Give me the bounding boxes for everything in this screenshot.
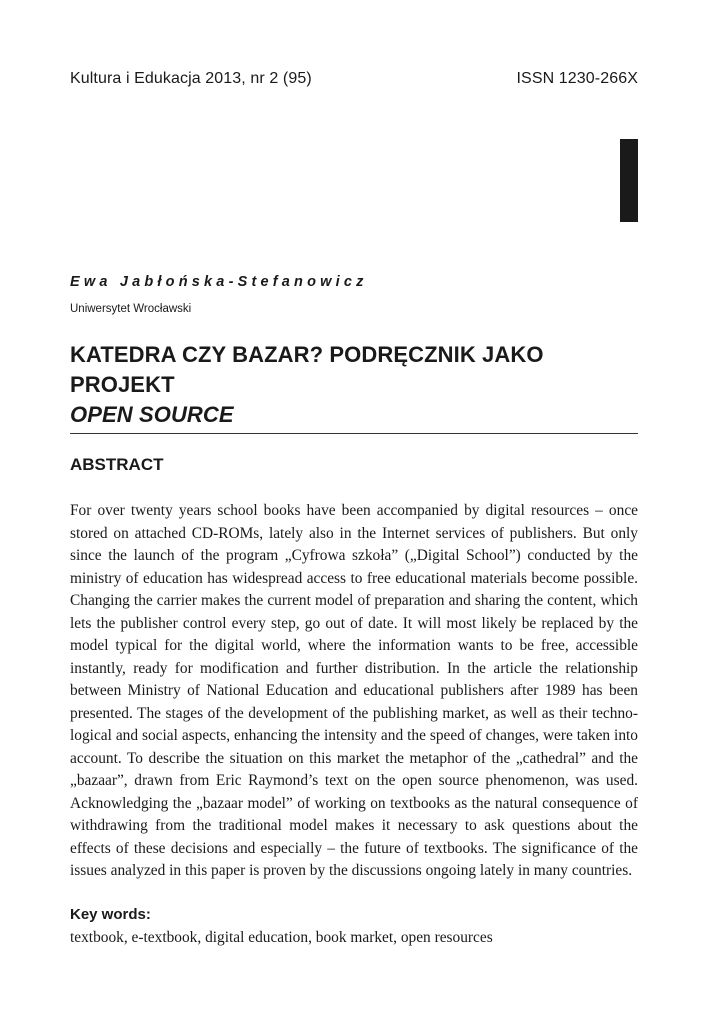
section-marker-bar <box>620 139 638 222</box>
abstract-heading: ABSTRACT <box>70 455 164 474</box>
running-header <box>70 70 638 88</box>
journal-citation: Kultura i Edukacja 2013, nr 2 (95) <box>70 70 312 87</box>
title-line-1: KATEDRA CZY BAZAR? PODRĘCZNIK JAKO PROJEKT <box>70 342 544 397</box>
title-line-2: OPEN SOURCE <box>70 402 234 427</box>
keywords-label: Key words: <box>70 906 151 923</box>
issn: ISSN 1230-266X <box>516 70 638 87</box>
author-name: Ewa Jabłońska-Stefanowicz <box>70 274 368 290</box>
article-title <box>70 340 638 434</box>
abstract-text: For over twenty years school books have been accompanied by digital resources – once stored on attached CD-ROMs, lately also in the Internet services of publishers. But only since the launch of the program „Cyfrowa szkoła” („Digital School”) conducted by the ministry of education has widespread access to free educational materials become possible. Changing the carrier makes the current model of preparation and sharing the content, which lets the publisher control every step, go out of date. It will most likely be replaced by the model typical for the digital world, where the information wants to be free, accessible instantly, ready for modification and further distribution. In the article the relationship between Ministry of National Education and educational publishers after 1989 has been presented. The stages of the development of the publishing market, as well as their technological and social aspects, enhancing the intensity and the speed of changes, were taken into account. To describe the situation on this market the metaphor of the „cathedral” and the „bazaar”, drawn from Eric Raymond’s text on the open source phenomenon, was used. Acknowledging the „bazaar model” of working on textbooks as the natural consequence of withdrawing from the traditional model makes it necessary to ask questions about the effects of these decisions and especially – the future of textbooks. The significance of the issues analyzed in this paper is proven by the discussions ongoing lately in many countries. <box>70 502 638 879</box>
author-affiliation: Uniwersytet Wrocławski <box>70 303 192 315</box>
keywords-list: textbook, e-textbook, digital education, book market, open resources <box>70 929 493 946</box>
